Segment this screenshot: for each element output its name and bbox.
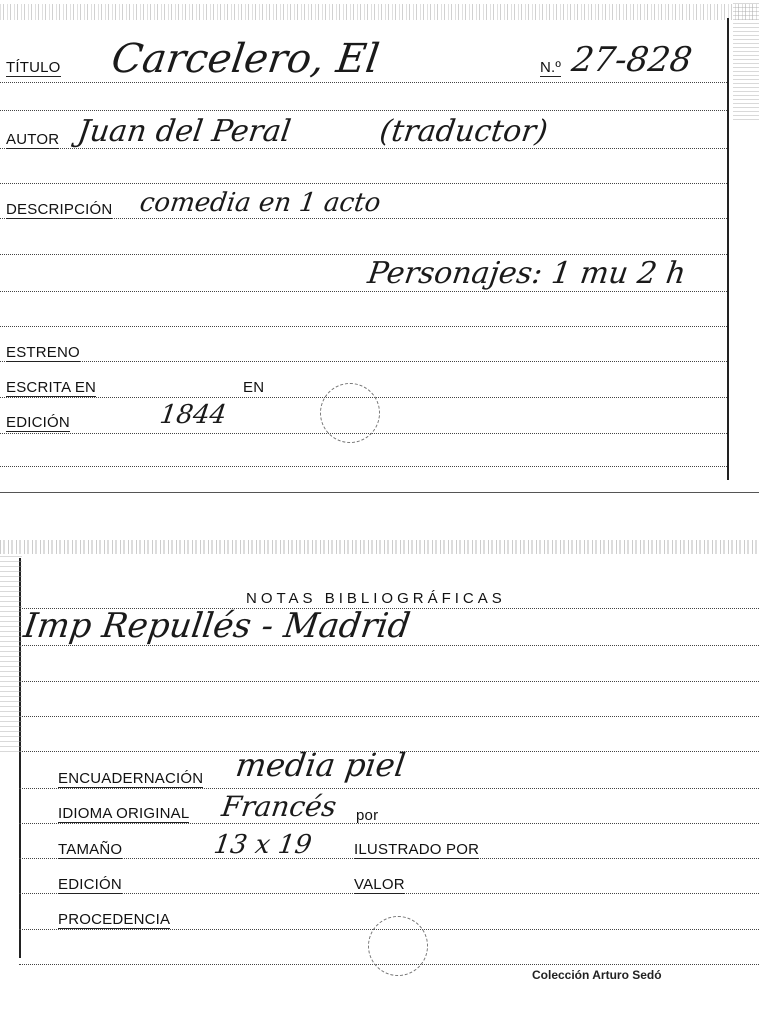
estreno-label: ESTRENO	[6, 344, 80, 361]
collection-credit: Colección Arturo Sedó	[532, 968, 662, 982]
numero-label: N.º	[540, 59, 562, 76]
titulo-value: Carcelero, El	[108, 36, 382, 82]
ruled-line	[0, 183, 727, 184]
valor-label: VALOR	[354, 876, 405, 893]
ruled-line	[0, 361, 727, 362]
ruled-line	[0, 291, 727, 292]
edicion-label: EDICIÓN	[6, 414, 70, 431]
tamano-label: TAMAÑO	[58, 841, 123, 858]
ruled-line	[19, 823, 759, 824]
paper-texture	[0, 4, 759, 20]
faded-stamp-circle	[368, 916, 428, 976]
encuadernacion-value: media piel	[233, 746, 408, 784]
encuadernacion-label: ENCUADERNACIÓN	[58, 770, 204, 787]
paper-texture	[0, 552, 22, 752]
descripcion-value: comedia en 1 acto	[137, 188, 383, 218]
en-label: EN	[243, 379, 265, 396]
idioma-value: Francés	[219, 790, 339, 823]
ruled-line	[0, 110, 727, 111]
personajes-value: Personajes: 1 mu 2 h	[365, 256, 689, 291]
ruled-line	[0, 326, 727, 327]
por-label: por	[356, 807, 379, 824]
catalog-card-back	[0, 540, 759, 1028]
idioma-label: IDIOMA ORIGINAL	[58, 805, 190, 822]
ruled-line	[0, 466, 727, 467]
ruled-line	[19, 716, 759, 717]
ruled-line	[19, 788, 759, 789]
procedencia-label: PROCEDENCIA	[58, 911, 171, 928]
ilustrado-label: ILUSTRADO POR	[354, 841, 480, 858]
tamano-value: 13 x 19	[211, 830, 314, 860]
ruled-line	[0, 254, 727, 255]
ruled-line	[19, 681, 759, 682]
edicion-label-back: EDICIÓN	[58, 876, 122, 893]
notas-heading: NOTAS BIBLIOGRÁFICAS	[246, 590, 506, 607]
paper-texture	[733, 0, 759, 120]
descripcion-label: DESCRIPCIÓN	[6, 201, 113, 218]
ruled-line	[0, 82, 727, 83]
notas-value: Imp Repullés - Madrid	[21, 606, 413, 646]
paper-texture	[0, 540, 759, 554]
autor-label: AUTOR	[6, 131, 60, 148]
card-bottom-edge	[0, 492, 759, 493]
faded-stamp-circle	[320, 383, 380, 443]
edicion-value: 1844	[157, 400, 229, 430]
card-right-border	[727, 18, 729, 480]
autor-note: (traductor)	[377, 114, 550, 149]
titulo-label: TÍTULO	[6, 59, 61, 76]
numero-value: 27-828	[569, 40, 695, 80]
autor-value: Juan del Peral	[75, 114, 294, 149]
catalog-card-front	[0, 0, 759, 495]
escrita-en-label: ESCRITA EN	[6, 379, 97, 396]
